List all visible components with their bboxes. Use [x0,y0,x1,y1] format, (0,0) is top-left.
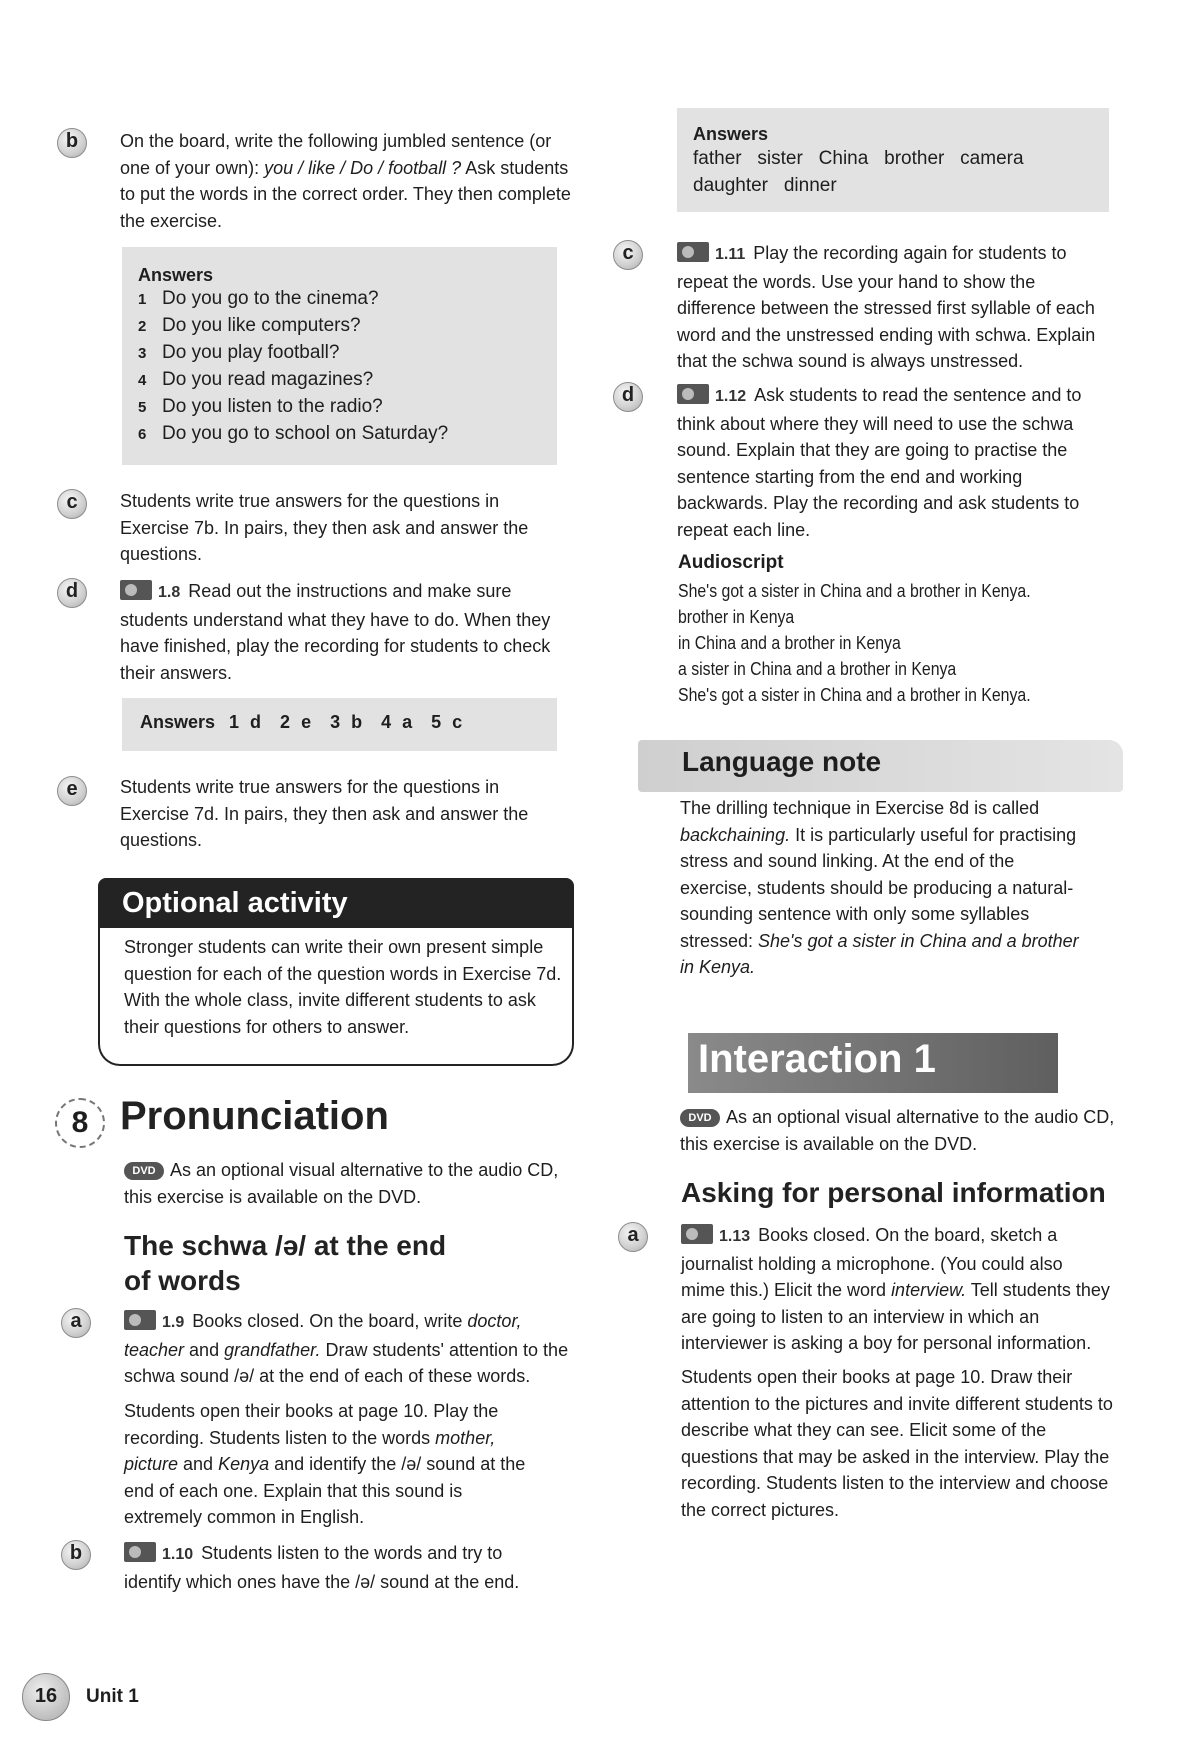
exercise-letter-c-right: c [613,240,643,270]
language-note-text: The drilling technique in Exercise 8d is called backchaining. It is particularly useful for practising stress and sound linking. At the end of the exercise, students should be producing a natural-sounding sentence with only some syllables stressed: She's got a sister in China and a brother in Kenya. [680,798,1079,977]
interaction-a-para2: Students open their books at page 10. Draw their attention to the pictures and invite different students to describe what they can see. Elicit some of the questions that may be asked in the interview. Play the recording. Students listen to the interview and choose the correct pictures. [681,1367,1113,1520]
audioscript-line: She's got a sister in China and a brother in Kenya. [678,581,1031,601]
exercise-letter-b2: b [61,1540,91,1570]
track-number: 1.8 [158,584,181,601]
cd-icon [124,1542,156,1562]
answer-row: 5 Do you listen to the radio? [138,396,383,417]
answer-row: 4 Do you read magazines? [138,369,374,390]
answers-box-3 [677,108,1109,212]
answers-line-1: father sister China brother camera [693,148,1024,169]
exercise-letter-d-right: d [613,382,643,412]
audioscript-line: a sister in China and a brother in Kenya [678,659,957,679]
exercise-letter-d: d [57,578,87,608]
b-jumbled: you / like / Do / football ? [264,157,462,178]
audioscript [678,578,1065,708]
interaction-subtitle: Asking for personal information [681,1177,1106,1208]
answer-row: 6 Do you go to school on Saturday? [138,423,449,444]
right-c-text: 1.11 Play the recording again for students to repeat the words. Use your hand to show the difference between the stressed first syllable of each word and the unstressed ending with schwa. Explain that the schwa sound is always unstressed. [677,243,1096,371]
optional-activity-text: Stronger students can write their own present simple question for each of the question words in Exercise 7d. With the whole class, invite different students to ask their questions for others to answer. [124,937,562,1037]
answers-heading: Answers [693,124,769,144]
dvd-icon: DVD [124,1162,164,1180]
answers-box-1 [122,247,557,465]
audioscript-heading: Audioscript [678,552,784,573]
exercise-e-text: Students write true answers for the questions in Exercise 7d. In pairs, they then ask and answer the questions. [120,777,529,850]
track-number: 1.13 [719,1228,751,1245]
cd-icon [681,1224,713,1244]
exercise-c-text: Students write true answers for the questions in Exercise 7b. In pairs, they then ask and answer the questions. [120,491,529,564]
cd-icon [677,242,709,262]
answers-heading: Answers [140,712,216,732]
exercise-letter-a: a [61,1308,91,1338]
track-number: 1.10 [162,1546,194,1563]
cd-icon [677,384,709,404]
answers-values: 1 d 2 e 3 b 4 a 5 c [229,712,466,732]
interaction-banner [688,1033,1058,1093]
b-text-1: On the board, write the following jumbled sentence (or one of your own): [120,131,552,178]
optional-activity-box [98,928,574,1066]
answer-row: 2 Do you like computers? [138,315,361,336]
interaction-dvd-text: DVD As an optional visual alternative to the audio CD, this exercise is available on the DVD. [680,1107,1115,1154]
track-number: 1.11 [715,246,746,263]
pronunciation-title: Pronunciation [120,1094,389,1138]
interaction-a-text: 1.13 Books closed. On the board, sketch a journalist holding a microphone. (You could also mime this.) Elicit the word interview. Tell students they are going to listen to an interview in which an interviewer is asking a boy for personal information. [681,1225,1110,1353]
audioscript-line: brother in Kenya [678,607,795,627]
answers-heading: Answers [138,265,214,285]
audioscript-line: She's got a sister in China and a brother in Kenya. [678,685,1031,705]
answer-row: 1 Do you go to the cinema? [138,288,379,309]
exercise-letter-a-right: a [618,1222,648,1252]
answers-line-2: daughter dinner [693,175,837,196]
section-number-8: 8 [55,1098,105,1148]
exercise-letter-e: e [57,776,87,806]
audioscript-line: in China and a brother in Kenya [678,633,901,653]
language-note-banner [638,740,1123,792]
b-text-2: Ask students to put the words in the correct order. They then complete the exercise. [120,157,571,231]
exercise-letter-b: b [57,128,87,158]
unit-label: Unit 1 [86,1686,139,1707]
cd-icon [120,580,152,600]
exercise-letter-c: c [57,489,87,519]
right-d-text: 1.12 Ask students to read the sentence and to think about where they will need to use the schwa sound. Explain that they are going to practise the sentence starting from the end and working backwards. Play the recording and ask students to repeat each line. [677,385,1082,540]
answer-row: 3 Do you play football? [138,342,340,363]
interaction-title: Interaction 1 [698,1037,936,1081]
track-number: 1.12 [715,388,747,405]
pron-dvd-text: DVD As an optional visual alternative to the audio CD, this exercise is available on the DVD. [124,1160,559,1207]
exercise-d-text: 1.8 Read out the instructions and make sure students understand what they have to do. When they have finished, play the recording for students to check their answers. [120,581,551,683]
dvd-icon: DVD [680,1109,720,1127]
language-note-title: Language note [682,746,882,777]
track-number: 1.9 [162,1314,185,1331]
optional-activity-title: Optional activity [98,878,574,928]
cd-icon [124,1310,156,1330]
exercise-b-text [120,128,575,234]
pron-subtitle: The schwa /ə/ at the end of words [124,1230,447,1296]
pron-a-text: 1.9 Books closed. On the board, write doctor, teacher and grandfather. Draw students' attention to the schwa sound /ə/ at the end of each of these words. [124,1311,569,1386]
page-number-badge: 16 [22,1673,70,1721]
pron-b-text: 1.10 Students listen to the words and try to identify which ones have the /ə/ sound at the end. [124,1543,520,1592]
answers-box-2 [122,698,557,751]
pron-a-para2: Students open their books at page 10. Play the recording. Students listen to the words mother, picture and Kenya and identify the /ə/ sound at the end of each one. Explain that this sound is extremely common in English. [124,1401,526,1527]
